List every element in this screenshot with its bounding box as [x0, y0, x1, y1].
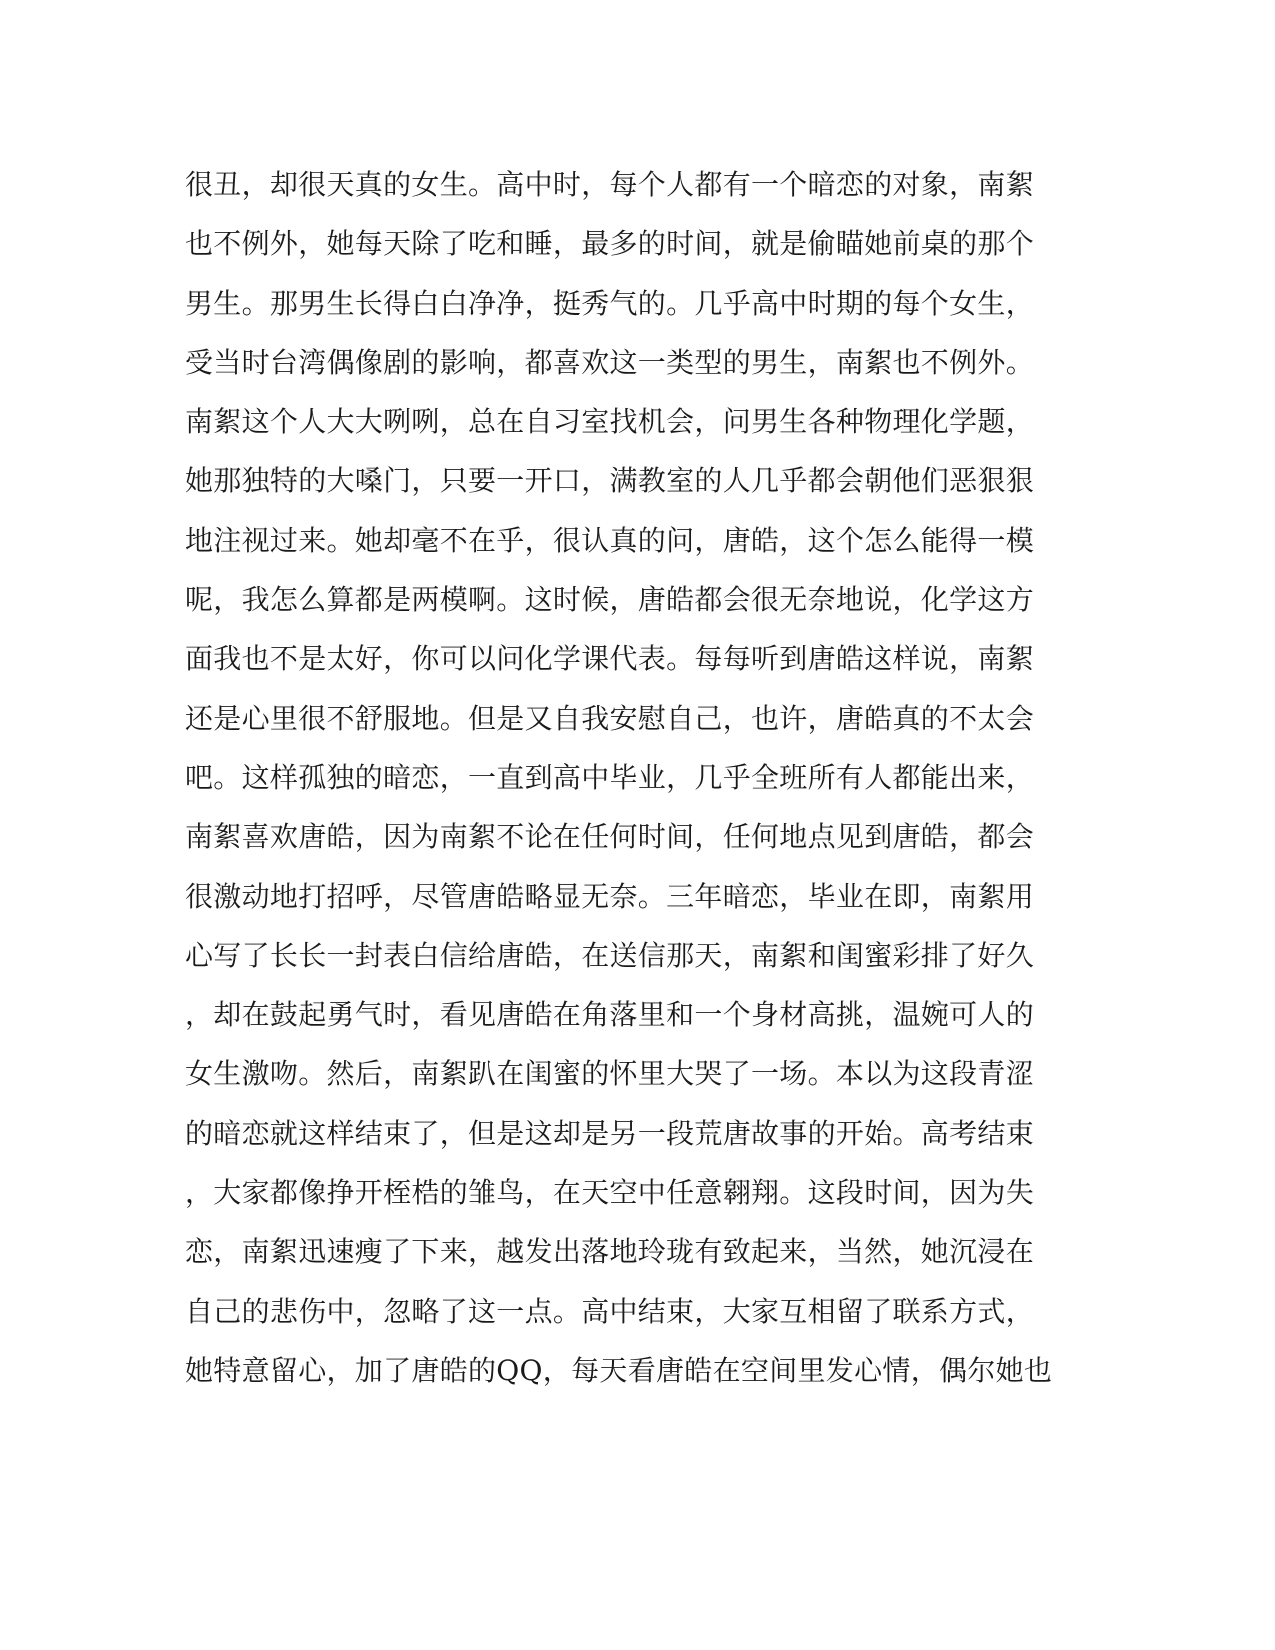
text-line: 呢，我怎么算都是两模啊。这时候，唐皓都会很无奈地说，化学这方 [185, 583, 1035, 617]
text-line: 很丑，却很天真的女生。高中时，每个人都有一个暗恋的对象，南絮 [185, 168, 1035, 201]
text-line: 地注视过来。她却毫不在乎，很认真的问，唐皓，这个怎么能得一模 [185, 523, 1035, 557]
text-line: 的暗恋就这样结束了，但是这却是另一段荒唐故事的开始。高考结束 [185, 1116, 1035, 1150]
text-line: 南絮这个人大大咧咧，总在自习室找机会，问男生各种物理化学题， [185, 405, 1035, 439]
body-text [185, 155, 1085, 1400]
text-line: 受当时台湾偶像剧的影响，都喜欢这一类型的男生，南絮也不例外。 [185, 345, 1035, 379]
text-line: 她特意留心，加了唐皓的QQ，每天看唐皓在空间里发心情，偶尔她也 [185, 1353, 1053, 1387]
text-line: 很激动地打招呼，尽管唐皓略显无奈。三年暗恋，毕业在即，南絮用 [185, 879, 1035, 913]
text-line: 她那独特的大嗓门，只要一开口，满教室的人几乎都会朝他们恶狠狠 [185, 464, 1035, 498]
text-line: 恋，南絮迅速瘦了下来，越发出落地玲珑有致起来，当然，她沉浸在 [185, 1235, 1035, 1269]
text-line: ，大家都像挣开桎梏的雏鸟，在天空中任意翱翔。这段时间，因为失 [185, 1176, 1035, 1210]
text-line: 南絮喜欢唐皓，因为南絮不论在任何时间，任何地点见到唐皓，都会 [185, 820, 1035, 854]
text-line: ，却在鼓起勇气时，看见唐皓在角落里和一个身材高挑，温婉可人的 [185, 998, 1035, 1032]
text-line: 心写了长长一封表白信给唐皓，在送信那天，南絮和闺蜜彩排了好久 [185, 938, 1035, 972]
text-line: 自己的悲伤中，忽略了这一点。高中结束，大家互相留了联系方式， [185, 1294, 1035, 1328]
text-line: 男生。那男生长得白白净净，挺秀气的。几乎高中时期的每个女生， [185, 286, 1035, 320]
text-line: 也不例外，她每天除了吃和睡，最多的时间，就是偷瞄她前桌的那个 [185, 227, 1035, 261]
text-line: 女生激吻。然后，南絮趴在闺蜜的怀里大哭了一场。本以为这段青涩 [185, 1057, 1035, 1091]
text-line: 面我也不是太好，你可以问化学课代表。每每听到唐皓这样说，南絮 [185, 642, 1035, 676]
text-line: 还是心里很不舒服地。但是又自我安慰自己，也许，唐皓真的不太会 [185, 701, 1035, 735]
text-line: 吧。这样孤独的暗恋，一直到高中毕业，几乎全班所有人都能出来， [185, 760, 1035, 794]
